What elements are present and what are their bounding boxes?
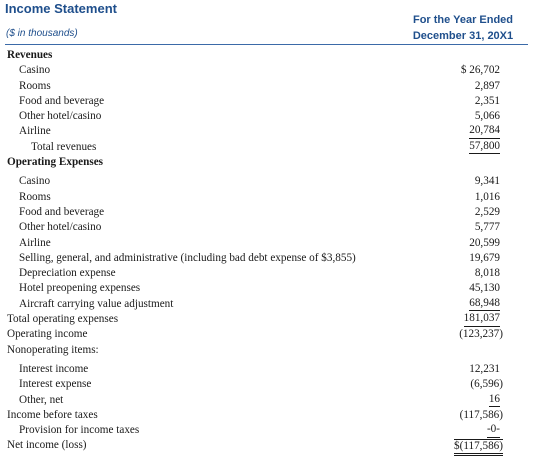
row-label: Casino xyxy=(19,175,51,188)
total-revenues-amount: 57,800 xyxy=(469,140,500,155)
opex-row-rooms xyxy=(0,190,538,205)
row-amount: 2,529 xyxy=(474,205,500,218)
row-amount: 68,948 xyxy=(469,297,500,312)
row-amount: 20,599 xyxy=(469,236,500,249)
statement-body xyxy=(0,48,538,454)
period-line-1: For the Year Ended xyxy=(412,14,514,26)
row-label: Food and beverage xyxy=(19,94,105,107)
nonop-row-other xyxy=(0,393,538,408)
row-label: Airline xyxy=(19,125,51,138)
nonop-row-interest-income xyxy=(0,362,538,377)
row-label: Rooms xyxy=(19,190,51,203)
revenue-row-casino xyxy=(0,63,538,78)
net-income-amount: $(117,586) xyxy=(454,439,503,456)
period-line-2: December 31, 20X1 xyxy=(412,30,514,42)
total-opex-row xyxy=(0,312,538,327)
row-amount: 20,784 xyxy=(469,124,500,139)
row-label: Other hotel/casino xyxy=(19,221,102,234)
row-label: Food and beverage xyxy=(19,205,105,218)
operating-income-amount: (123,237) xyxy=(459,328,503,341)
row-amount: 12,231 xyxy=(469,362,500,375)
row-amount: 2,351 xyxy=(474,94,500,107)
row-amount: $ 26,702 xyxy=(460,64,500,77)
row-amount: 5,777 xyxy=(474,221,500,234)
row-amount: 2,897 xyxy=(474,79,500,92)
opex-row-food xyxy=(0,205,538,220)
revenue-row-other xyxy=(0,109,538,124)
opex-heading-row xyxy=(0,155,538,170)
provision-amount: -0- xyxy=(487,423,500,438)
opex-row-depreciation xyxy=(0,266,538,281)
row-label: Other hotel/casino xyxy=(19,110,102,123)
row-label: Interest expense xyxy=(19,378,92,391)
header-divider xyxy=(5,44,528,45)
operating-income-label: Operating income xyxy=(7,328,88,341)
revenue-row-food xyxy=(0,94,538,109)
row-label: Depreciation expense xyxy=(19,267,116,280)
row-amount: 9,341 xyxy=(474,175,500,188)
nonoperating-heading: Nonoperating items: xyxy=(7,343,99,356)
row-amount: 8,018 xyxy=(474,267,500,280)
opex-row-preopening xyxy=(0,281,538,296)
income-before-taxes-row xyxy=(0,408,538,423)
row-label: Interest income xyxy=(19,362,89,375)
opex-row-casino xyxy=(0,174,538,189)
income-before-taxes-label: Income before taxes xyxy=(7,408,98,421)
revenue-row-rooms xyxy=(0,79,538,94)
row-label: Hotel preopening expenses xyxy=(19,282,141,295)
row-label: Casino xyxy=(19,64,51,77)
income-before-taxes-amount: (117,586) xyxy=(459,408,503,421)
row-label: Selling, general, and administrative (including bad debt expense of $3,855) xyxy=(19,251,356,264)
nonoperating-heading-row xyxy=(0,343,538,358)
revenues-heading-row xyxy=(0,48,538,63)
opex-row-airline xyxy=(0,236,538,251)
provision-row xyxy=(0,423,538,438)
row-label: Airline xyxy=(19,236,51,249)
revenues-heading: Revenues xyxy=(7,49,53,61)
row-label: Aircraft carrying value adjustment xyxy=(19,297,174,310)
total-opex-amount: 181,037 xyxy=(464,312,500,327)
opex-row-sga xyxy=(0,251,538,266)
row-amount: 1,016 xyxy=(474,190,500,203)
net-income-label: Net income (loss) xyxy=(7,439,87,452)
row-label: Other, net xyxy=(19,393,64,406)
row-amount: 5,066 xyxy=(474,110,500,123)
operating-income-row xyxy=(0,327,538,342)
provision-label: Provision for income taxes xyxy=(19,424,140,437)
total-revenues-row xyxy=(0,140,538,155)
opex-heading: Operating Expenses xyxy=(7,156,104,169)
units-note: ($ in thousands) xyxy=(6,28,78,39)
row-amount: 45,130 xyxy=(469,282,500,295)
nonop-row-interest-expense xyxy=(0,377,538,392)
total-revenues-label: Total revenues xyxy=(31,140,97,153)
row-amount: 16 xyxy=(489,393,500,408)
net-income-row xyxy=(0,438,538,453)
revenue-row-airline xyxy=(0,124,538,139)
row-amount: (6,596) xyxy=(470,378,503,391)
total-opex-label: Total operating expenses xyxy=(7,313,119,326)
statement-title: Income Statement xyxy=(5,1,117,16)
row-amount: 19,679 xyxy=(469,251,500,264)
row-label: Rooms xyxy=(19,79,51,92)
opex-row-aircraft xyxy=(0,297,538,312)
period-header xyxy=(398,12,528,44)
opex-row-other xyxy=(0,220,538,235)
